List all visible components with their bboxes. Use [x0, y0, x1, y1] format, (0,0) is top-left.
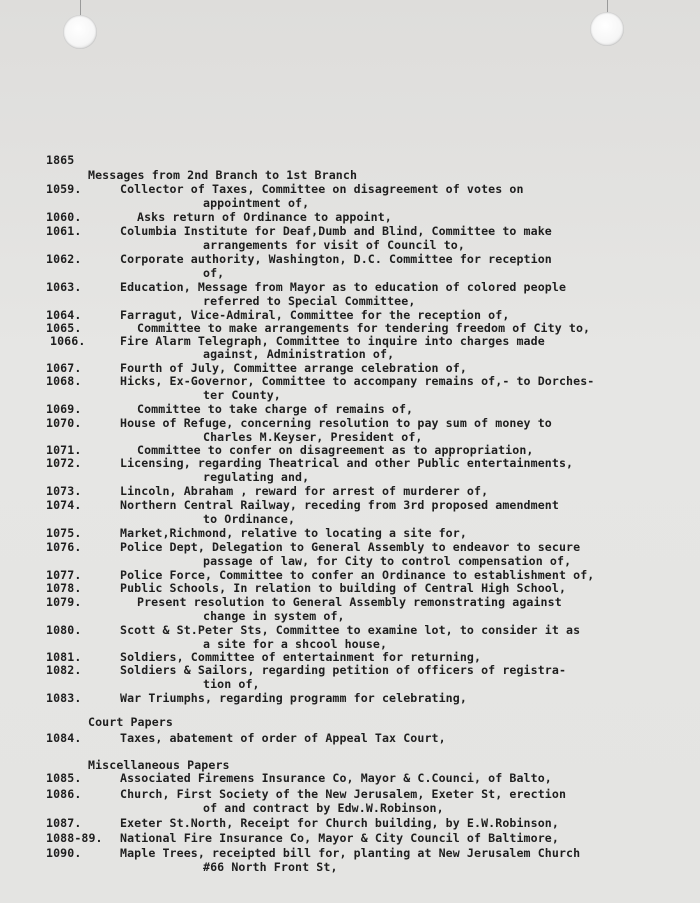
entry-text: Associated Firemens Insurance Co, Mayor & C.Counci, of Balto, [120, 771, 552, 785]
section-heading: Miscellaneous Papers [88, 758, 230, 772]
entry-number: 1088-89. [46, 831, 103, 845]
entry-text: House of Refuge, concerning resolution to pay sum of money to [120, 416, 552, 430]
entry-number: 1062. [46, 252, 82, 266]
entry-text: Police Force, Committee to confer an Ordinance to establishment of, [120, 568, 595, 582]
entry-number: 1072. [46, 456, 82, 470]
entry-text: National Fire Insurance Co, Mayor & City Council of Baltimore, [120, 831, 559, 845]
entry-continuation: of, [203, 266, 225, 280]
entry-continuation: appointment of, [203, 196, 310, 210]
entry-continuation: ter County, [203, 388, 281, 402]
entry-continuation: #66 North Front St, [203, 860, 338, 874]
entry-continuation: of and contract by Edw.W.Robinson, [203, 801, 444, 815]
entry-continuation: tion of, [203, 677, 260, 691]
entry-continuation: a site for a shcool house, [203, 637, 388, 651]
entry-continuation: arrangements for visit of Council to, [203, 238, 465, 252]
entry-number: 1080. [46, 623, 82, 637]
entry-number: 1087. [46, 816, 82, 830]
entry-continuation: against, Administration of, [203, 347, 395, 361]
punch-hole [63, 15, 97, 49]
entry-continuation: change in system of, [203, 609, 345, 623]
entry-text: Market,Richmond, relative to locating a site for, [120, 526, 467, 540]
entry-text: Collector of Taxes, Committee on disagreement of votes on [120, 182, 524, 196]
entry-number: 1083. [46, 691, 82, 705]
entry-number: 1081. [46, 650, 82, 664]
entry-continuation: to Ordinance, [203, 512, 296, 526]
entry-number: 1090. [46, 846, 82, 860]
entry-text: Northern Central Railway, receding from 3rd proposed amendment [120, 498, 559, 512]
entry-text: Exeter St.North, Receipt for Church building, by E.W.Robinson, [120, 816, 559, 830]
entry-text: Lincoln, Abraham , reward for arrest of murderer of, [120, 484, 489, 498]
entry-continuation: Charles M.Keyser, President of, [203, 430, 423, 444]
entry-number: 1076. [46, 540, 82, 554]
entry-number: 1059. [46, 182, 82, 196]
entry-text: Police Dept, Delegation to General Assembly to endeavor to secure [120, 540, 581, 554]
punch-hole [590, 12, 624, 46]
entry-text: Committee to make arrangements for tendering freedom of City to, [137, 321, 591, 335]
entry-number: 1063. [46, 280, 82, 294]
entry-text: Church, First Society of the New Jerusalem, Exeter St, erection [120, 787, 567, 801]
section-heading: Court Papers [88, 715, 173, 729]
entry-text: Columbia Institute for Deaf,Dumb and Blind, Committee to make [120, 224, 552, 238]
entry-continuation: passage of law, for City to control compensation of, [203, 554, 572, 568]
entry-text: Hicks, Ex-Governor, Committee to accompany remains of,- to Dorches- [120, 374, 595, 388]
entry-text: Licensing, regarding Theatrical and other Public entertainments, [120, 456, 574, 470]
entry-number: 1078. [46, 581, 82, 595]
entry-text: Committee to confer on disagreement as to appropriation, [137, 443, 534, 457]
entry-number: 1065. [46, 321, 82, 335]
entry-number: 1070. [46, 416, 82, 430]
entry-text: Fourth of July, Committee arrange celebration of, [120, 361, 467, 375]
entry-number: 1073. [46, 484, 82, 498]
entry-number: 1079. [46, 595, 82, 609]
entry-number: 1077. [46, 568, 82, 582]
entry-text: Scott & St.Peter Sts, Committee to examine lot, to consider it as [120, 623, 581, 637]
entry-text: Taxes, abatement of order of Appeal Tax Court, [120, 731, 446, 745]
entry-text: Asks return of Ordinance to appoint, [137, 210, 392, 224]
entry-text: Soldiers, Committee of entertainment for returning, [120, 650, 482, 664]
entry-text: Soldiers & Sailors, regarding petition of officers of registra- [120, 663, 567, 677]
entry-continuation: referred to Special Committee, [203, 294, 416, 308]
entry-text: War Triumphs, regarding programm for celebrating, [120, 691, 467, 705]
entry-text: Present resolution to General Assembly remonstrating against [137, 595, 562, 609]
entry-number: 1082. [46, 663, 82, 677]
entry-number: 1066. [50, 334, 86, 348]
entry-text: Committee to take charge of remains of, [137, 402, 414, 416]
entry-number: 1074. [46, 498, 82, 512]
entry-number: 1084. [46, 731, 82, 745]
entry-number: 1067. [46, 361, 82, 375]
entry-number: 1086. [46, 787, 82, 801]
entry-text: Farragut, Vice-Admiral, Committee for the reception of, [120, 308, 510, 322]
entry-text: Education, Message from Mayor as to education of colored people [120, 280, 567, 294]
year-heading: 1865 [46, 153, 75, 167]
entry-number: 1061. [46, 224, 82, 238]
entry-number: 1071. [46, 443, 82, 457]
entry-text: Maple Trees, receipted bill for, planting at New Jerusalem Church [120, 846, 581, 860]
entry-number: 1068. [46, 374, 82, 388]
entry-text: Corporate authority, Washington, D.C. Committee for reception [120, 252, 552, 266]
entry-text: Public Schools, In relation to building of Central High School, [120, 581, 567, 595]
entry-text: Fire Alarm Telegraph, Committee to inquire into charges made [120, 334, 545, 348]
entry-number: 1064. [46, 308, 82, 322]
entry-number: 1085. [46, 771, 82, 785]
entry-number: 1069. [46, 402, 82, 416]
entry-number: 1060. [46, 210, 82, 224]
section-heading: Messages from 2nd Branch to 1st Branch [88, 168, 358, 182]
entry-number: 1075. [46, 526, 82, 540]
entry-continuation: regulating and, [203, 470, 310, 484]
